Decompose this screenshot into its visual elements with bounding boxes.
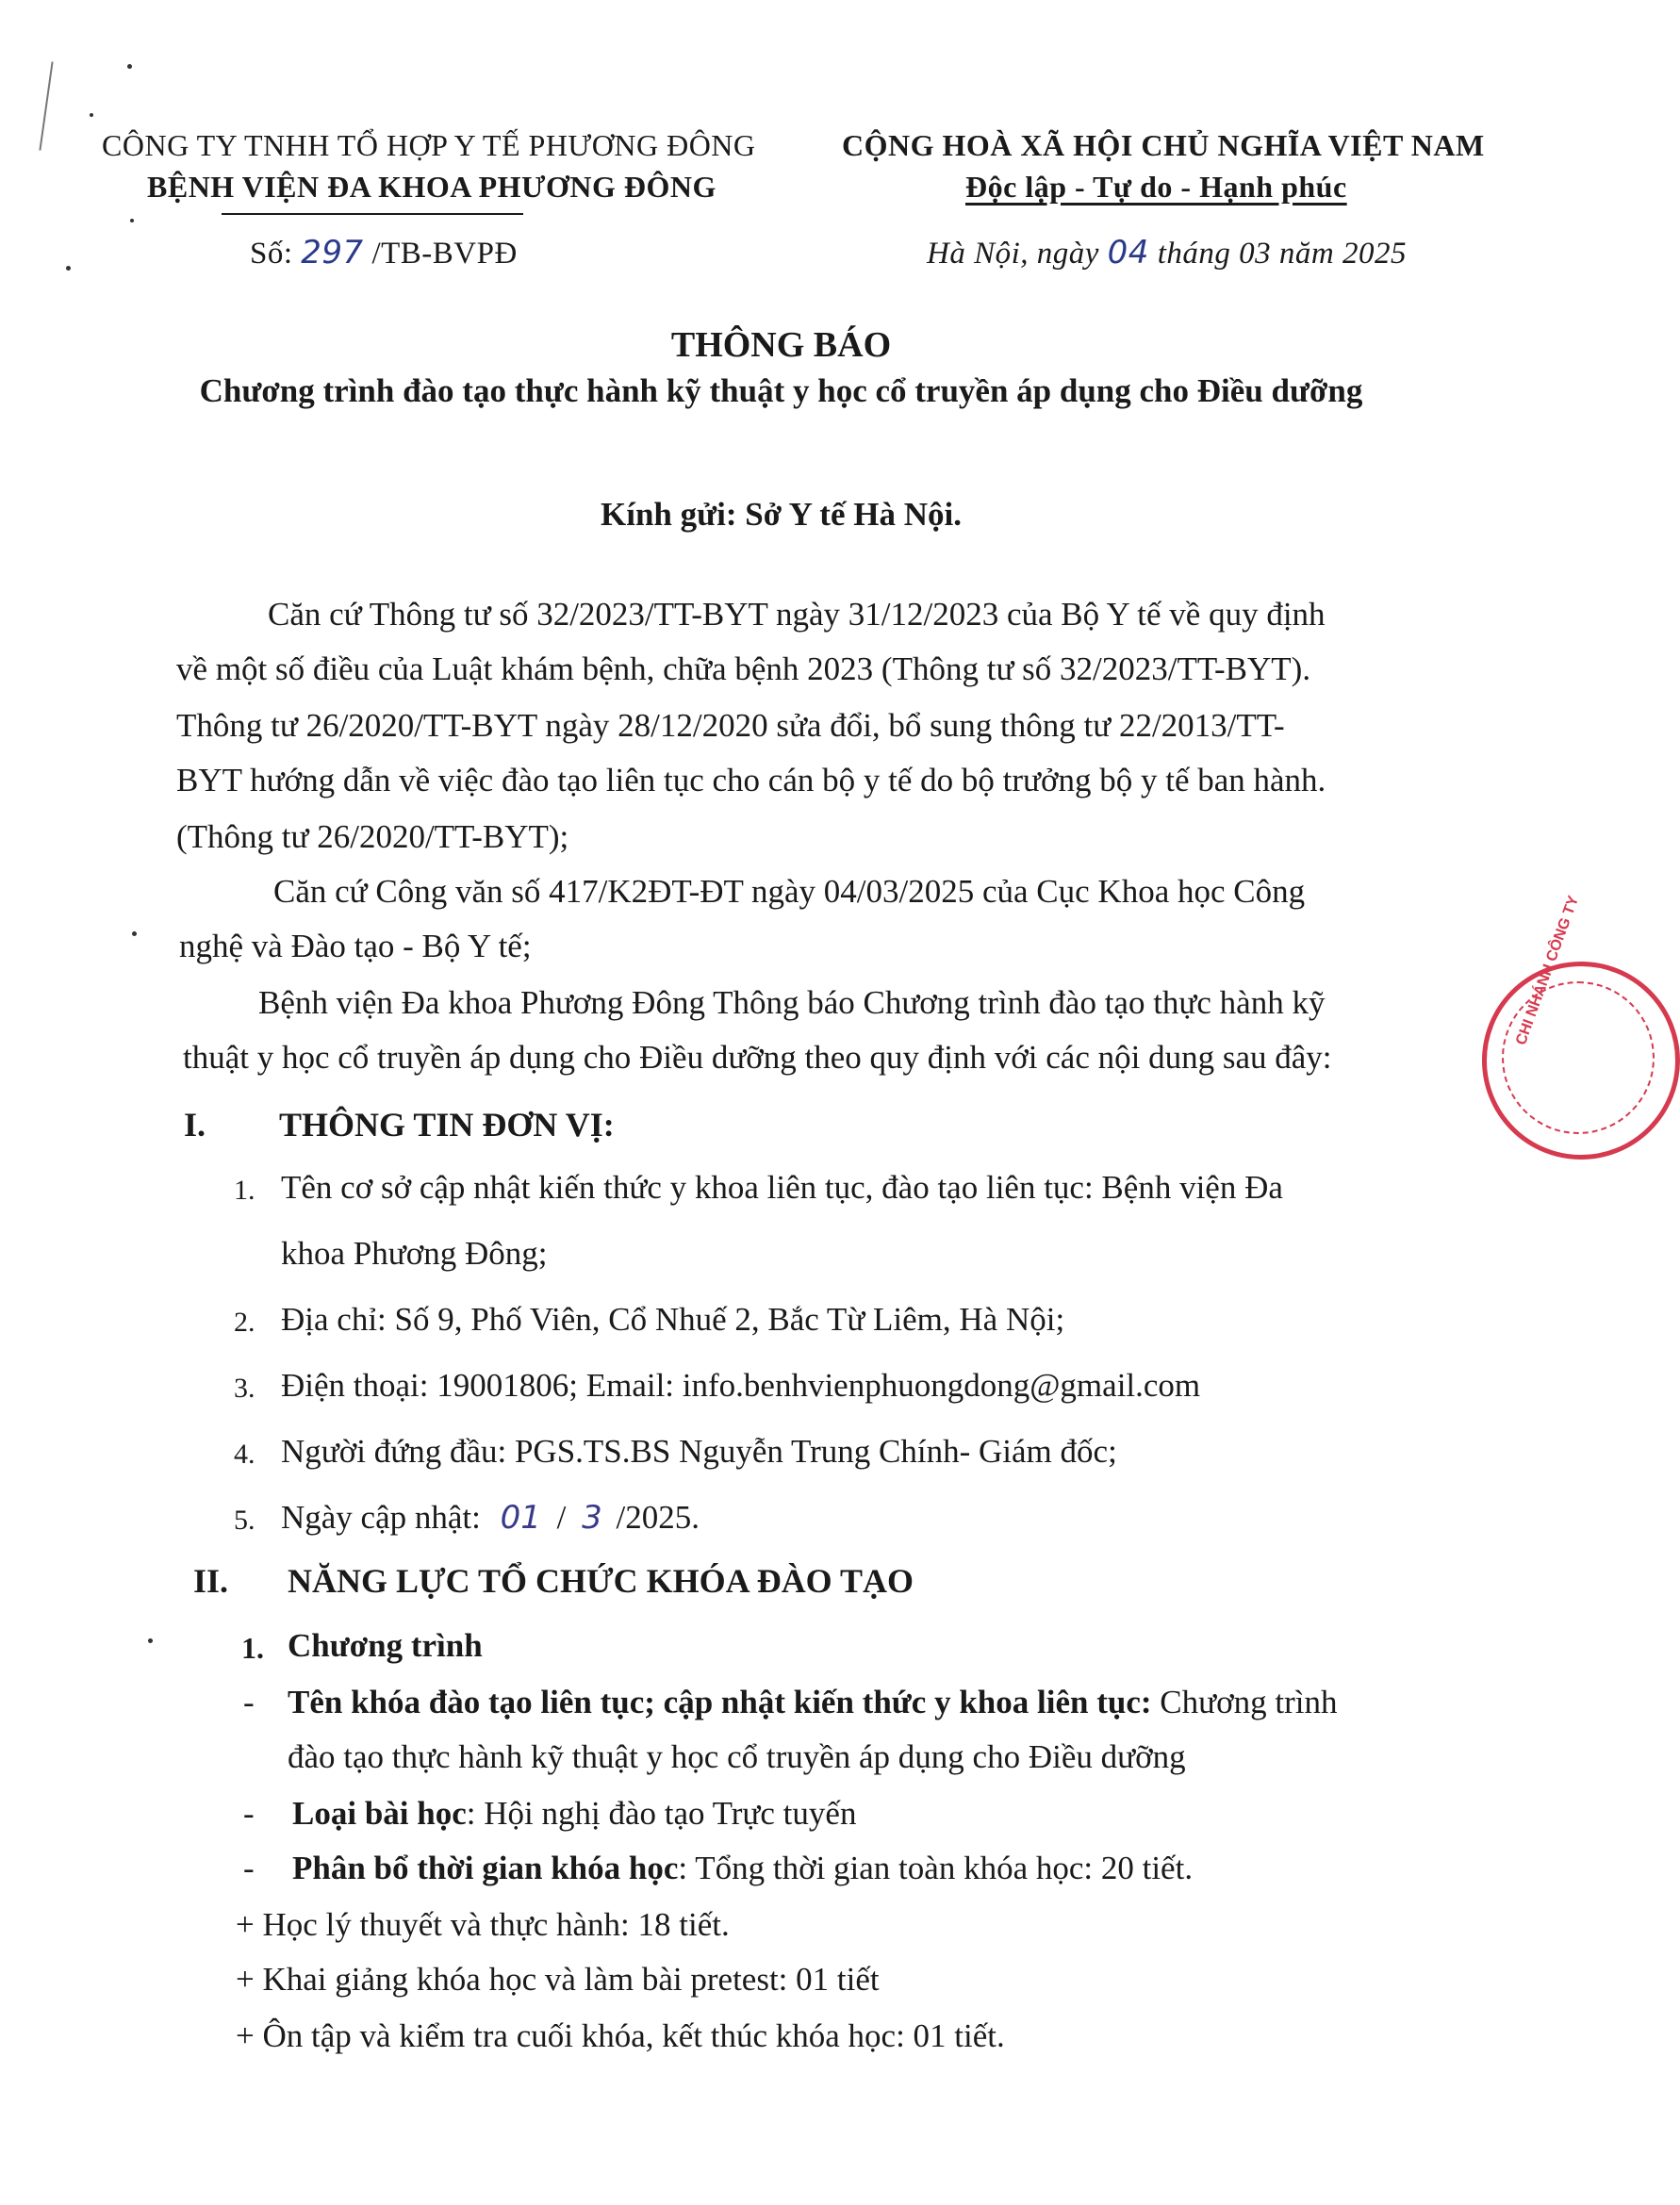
list-item-number: 5. bbox=[234, 1505, 255, 1536]
doc-no-label: Số: bbox=[250, 237, 293, 271]
bullet-text: : Hội nghị đào tạo Trực tuyến bbox=[466, 1795, 857, 1832]
list-item: Người đứng đầu: PGS.TS.BS Nguyễn Trung Chính- Giám đốc; bbox=[281, 1433, 1117, 1470]
update-month-handwritten: 3 bbox=[582, 1499, 602, 1537]
update-day-handwritten: 01 bbox=[500, 1499, 541, 1537]
scan-speck bbox=[130, 219, 134, 222]
preamble-line: Căn cứ Công văn số 417/K2ĐT-ĐT ngày 04/03/2025 của Cục Khoa học Công bbox=[273, 873, 1306, 910]
section-1-numeral: I. bbox=[184, 1106, 206, 1144]
preamble-line: nghệ và Đào tạo - Bộ Y tế; bbox=[179, 928, 532, 964]
document-number bbox=[250, 234, 518, 272]
hospital-name: BỆNH VIỆN ĐA KHOA PHƯƠNG ĐÔNG bbox=[147, 170, 716, 204]
bullet-item bbox=[292, 1850, 1193, 1887]
list-item-number: 1. bbox=[234, 1175, 255, 1206]
national-motto: Độc lập - Tự do - Hạnh phúc bbox=[965, 170, 1347, 204]
doc-no-suffix: /TB-BVPĐ bbox=[371, 237, 518, 271]
plus-item: + Khai giảng khóa học và làm bài pretest: 01 tiết bbox=[236, 1961, 880, 1998]
list-item: Địa chỉ: Số 9, Phố Viên, Cổ Nhuế 2, Bắc Từ Liêm, Hà Nội; bbox=[281, 1301, 1065, 1338]
official-stamp bbox=[1482, 893, 1680, 1160]
section-1-heading: THÔNG TIN ĐƠN VỊ: bbox=[279, 1106, 615, 1144]
bullet-continued: đào tạo thực hành kỹ thuật y học cổ truyền áp dụng cho Điều dưỡng bbox=[288, 1738, 1186, 1775]
preamble-line: Bệnh viện Đa khoa Phương Đông Thông báo Chương trình đào tạo thực hành kỹ bbox=[258, 984, 1326, 1021]
preamble-line: Căn cứ Thông tư số 32/2023/TT-BYT ngày 31/12/2023 của Bộ Y tế về quy định bbox=[268, 596, 1326, 633]
scan-speck bbox=[90, 113, 93, 117]
document-title: THÔNG BÁO bbox=[670, 325, 892, 365]
preamble-line: Thông tư 26/2020/TT-BYT ngày 28/12/2020 sửa đổi, bổ sung thông tư 22/2013/TT- bbox=[176, 707, 1285, 744]
list-item-number: 2. bbox=[234, 1307, 255, 1338]
bullet-dash: - bbox=[243, 1684, 255, 1720]
bullet-label: Loại bài học bbox=[292, 1795, 467, 1832]
bullet-text: Chương trình bbox=[1151, 1684, 1338, 1720]
plus-item: + Ôn tập và kiểm tra cuối khóa, kết thúc khóa học: 01 tiết. bbox=[236, 2017, 1005, 2054]
document-subtitle: Chương trình đào tạo thực hành kỹ thuật y học cổ truyền áp dụng cho Điều dưỡng bbox=[199, 372, 1363, 409]
scan-speck bbox=[66, 266, 71, 271]
date-rest: tháng 03 năm 2025 bbox=[1157, 237, 1407, 271]
bullet-dash: - bbox=[243, 1795, 255, 1832]
subsection-number: 1. bbox=[241, 1631, 264, 1665]
date-prefix: Hà Nội, ngày bbox=[927, 237, 1099, 271]
section-2-heading: NĂNG LỰC TỔ CHỨC KHÓA ĐÀO TẠO bbox=[288, 1562, 914, 1600]
section-2-numeral: II. bbox=[193, 1562, 229, 1600]
list-item: Tên cơ sở cập nhật kiến thức y khoa liên tục, đào tạo liên tục: Bệnh viện Đa bbox=[281, 1169, 1283, 1206]
bullet-item bbox=[288, 1684, 1337, 1721]
subsection-heading: Chương trình bbox=[288, 1627, 483, 1664]
preamble-line: BYT hướng dẫn về việc đào tạo liên tục cho cán bộ y tế do bộ trưởng bộ y tế ban hành. bbox=[176, 762, 1326, 798]
list-item-update-date bbox=[281, 1499, 700, 1537]
list-item: Điện thoại: 19001806; Email: info.benhvienphuongdong@gmail.com bbox=[281, 1367, 1201, 1404]
update-date-sep: / bbox=[556, 1499, 567, 1536]
plus-item: + Học lý thuyết và thực hành: 18 tiết. bbox=[236, 1906, 730, 1943]
list-item-continued: khoa Phương Đông; bbox=[281, 1235, 548, 1272]
preamble-line: (Thông tư 26/2020/TT-BYT); bbox=[176, 818, 569, 855]
scan-line bbox=[39, 61, 53, 150]
update-date-label: Ngày cập nhật: bbox=[281, 1499, 481, 1536]
preamble-line: thuật y học cổ truyền áp dụng cho Điều dưỡng theo quy định với các nội dung sau đây: bbox=[183, 1039, 1332, 1076]
bullet-label: Tên khóa đào tạo liên tục; cập nhật kiến thức y khoa liên tục: bbox=[288, 1684, 1152, 1720]
bullet-label: Phân bổ thời gian khóa học bbox=[292, 1850, 679, 1886]
stamp-inner-ring bbox=[1502, 981, 1655, 1134]
recipient: Kính gửi: Sở Y tế Hà Nội. bbox=[601, 496, 962, 533]
update-year: /2025. bbox=[616, 1499, 700, 1536]
doc-no-handwritten: 297 bbox=[301, 234, 364, 272]
bullet-item bbox=[292, 1795, 856, 1833]
list-item-number: 3. bbox=[234, 1373, 255, 1404]
hospital-underline bbox=[222, 213, 523, 215]
date-day-handwritten: 04 bbox=[1107, 234, 1149, 272]
scan-speck bbox=[132, 931, 137, 936]
scan-speck bbox=[127, 64, 132, 69]
stamp-text: CHI NHÁNH CÔNG TY bbox=[1513, 893, 1583, 1047]
document-date bbox=[927, 234, 1407, 272]
scan-speck bbox=[148, 1638, 153, 1643]
national-title: CỘNG HOÀ XÃ HỘI CHỦ NGHĨA VIỆT NAM bbox=[842, 128, 1485, 162]
preamble-line: về một số điều của Luật khám bệnh, chữa bệnh 2023 (Thông tư số 32/2023/TT-BYT). bbox=[176, 650, 1311, 687]
bullet-text: : Tổng thời gian toàn khóa học: 20 tiết. bbox=[678, 1850, 1194, 1886]
company-name: CÔNG TY TNHH TỔ HỢP Y TẾ PHƯƠNG ĐÔNG bbox=[102, 128, 756, 162]
bullet-dash: - bbox=[243, 1850, 255, 1886]
list-item-number: 4. bbox=[234, 1439, 255, 1470]
